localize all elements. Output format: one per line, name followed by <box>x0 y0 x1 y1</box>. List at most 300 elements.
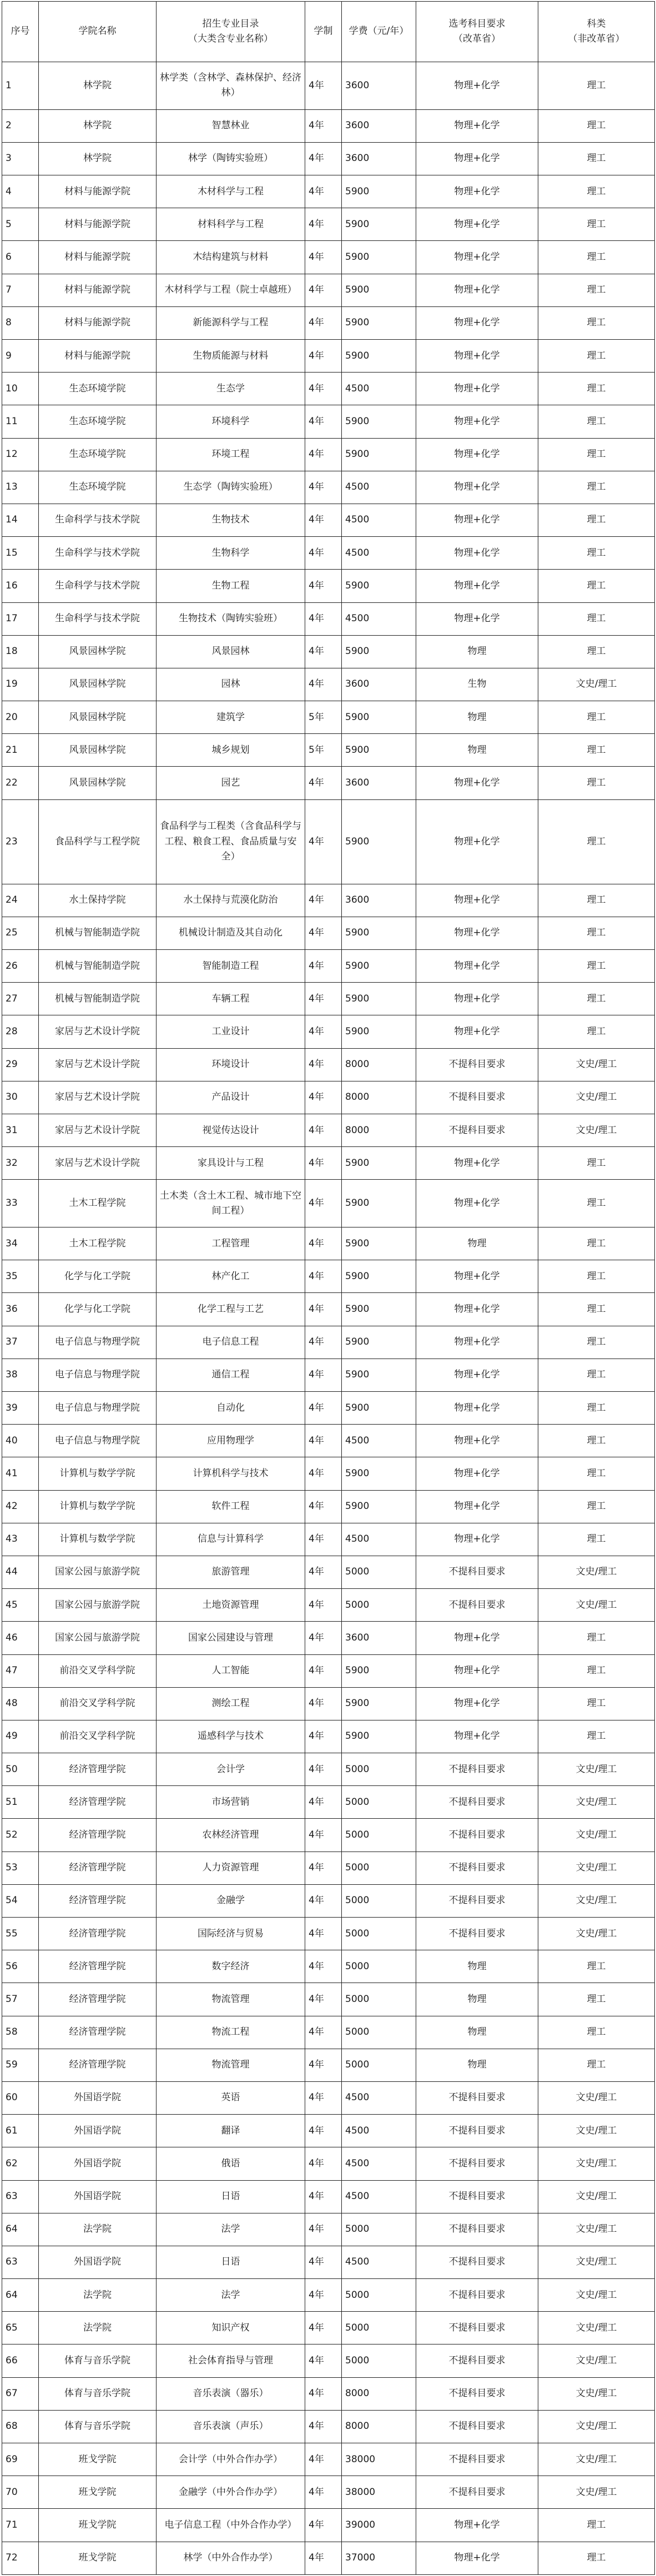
row-duration: 4年 <box>305 2542 342 2574</box>
row-college: 法学院 <box>39 2312 157 2344</box>
row-major: 木材科学与工程（院士卓越班） <box>157 274 305 306</box>
row-no: 58 <box>2 2016 39 2049</box>
row-college: 班戈学院 <box>39 2509 157 2542</box>
row-major: 法学 <box>157 2213 305 2246</box>
row-duration: 4年 <box>305 1392 342 1425</box>
header-subject-line2: （改革省） <box>453 33 501 44</box>
row-no: 69 <box>2 2443 39 2476</box>
row-subject: 物理+化学 <box>416 2509 538 2542</box>
row-college: 经济管理学院 <box>39 2049 157 2081</box>
row-no: 50 <box>2 1753 39 1786</box>
row-duration: 4年 <box>305 1081 342 1114</box>
row-subject: 物理+化学 <box>416 1425 538 1457</box>
row-type: 文史/理工 <box>538 1114 655 1147</box>
table-row <box>2 1523 655 1556</box>
row-college: 前沿交叉学科学院 <box>39 1687 157 1720</box>
row-fee: 5900 <box>342 701 416 734</box>
row-major: 物流管理 <box>157 1983 305 2016</box>
table-row <box>2 2344 655 2377</box>
row-fee: 4500 <box>342 373 416 405</box>
table-row <box>2 635 655 668</box>
row-fee: 4500 <box>342 2115 416 2147</box>
row-type: 文史/理工 <box>538 2344 655 2377</box>
header-type-line2: （非改革省） <box>568 33 625 44</box>
row-college: 班戈学院 <box>39 2476 157 2509</box>
row-major: 林学（陶铸实验班） <box>157 142 305 175</box>
row-type: 理工 <box>538 274 655 306</box>
table-row <box>2 2410 655 2443</box>
row-subject: 物理+化学 <box>416 1260 538 1293</box>
row-type: 文史/理工 <box>538 2312 655 2344</box>
table-row <box>2 373 655 405</box>
row-fee: 5900 <box>342 1687 416 1720</box>
row-no: 65 <box>2 2312 39 2344</box>
row-subject: 不提科目要求 <box>416 2180 538 2213</box>
table-row <box>2 1950 655 1983</box>
row-subject: 物理+化学 <box>416 884 538 917</box>
row-major: 家具设计与工程 <box>157 1147 305 1180</box>
table-row <box>2 1048 655 1081</box>
table-row <box>2 1884 655 1917</box>
table-row <box>2 2213 655 2246</box>
row-college: 外国语学院 <box>39 2246 157 2278</box>
row-college: 计算机与数学学院 <box>39 1490 157 1523</box>
row-major: 生物科学 <box>157 537 305 570</box>
row-college: 经济管理学院 <box>39 1918 157 1950</box>
row-fee: 4500 <box>342 504 416 536</box>
row-fee: 37000 <box>342 2542 416 2574</box>
row-college: 生命科学与技术学院 <box>39 570 157 602</box>
row-college: 家居与艺术设计学院 <box>39 1048 157 1081</box>
row-major: 工业设计 <box>157 1015 305 1048</box>
table-row <box>2 2180 655 2213</box>
row-type: 文史/理工 <box>538 1589 655 1622</box>
row-type: 文史/理工 <box>538 1918 655 1950</box>
row-fee: 5000 <box>342 1918 416 1950</box>
header-major <box>157 2 305 62</box>
row-college: 材料与能源学院 <box>39 175 157 208</box>
row-duration: 4年 <box>305 2016 342 2049</box>
row-subject: 不提科目要求 <box>416 2246 538 2278</box>
row-type: 文史/理工 <box>538 2213 655 2246</box>
row-subject: 物理 <box>416 635 538 668</box>
row-subject: 物理+化学 <box>416 1015 538 1048</box>
row-major: 电子信息工程 <box>157 1326 305 1359</box>
row-subject: 物理+化学 <box>416 1720 538 1753</box>
row-college: 风景园林学院 <box>39 668 157 701</box>
row-no: 5 <box>2 208 39 241</box>
row-no: 64 <box>2 2279 39 2312</box>
row-type: 文史/理工 <box>538 2410 655 2443</box>
row-major: 音乐表演（器乐） <box>157 2377 305 2410</box>
row-subject: 物理+化学 <box>416 175 538 208</box>
row-no: 21 <box>2 734 39 767</box>
row-type: 理工 <box>538 917 655 949</box>
row-duration: 4年 <box>305 2410 342 2443</box>
row-college: 国家公园与旅游学院 <box>39 1589 157 1622</box>
row-no: 45 <box>2 1589 39 1622</box>
row-no: 67 <box>2 2377 39 2410</box>
header-duration: 学制 <box>305 2 342 62</box>
row-college: 机械与智能制造学院 <box>39 950 157 983</box>
row-subject: 不提科目要求 <box>416 2344 538 2377</box>
row-subject: 物理+化学 <box>416 1490 538 1523</box>
row-duration: 4年 <box>305 537 342 570</box>
row-type: 文史/理工 <box>538 1884 655 1917</box>
table-row <box>2 109 655 142</box>
table-row <box>2 1983 655 2016</box>
row-duration: 4年 <box>305 175 342 208</box>
row-subject: 不提科目要求 <box>416 1884 538 1917</box>
row-no: 15 <box>2 537 39 570</box>
table-row <box>2 1654 655 1687</box>
row-no: 3 <box>2 142 39 175</box>
row-major: 旅游管理 <box>157 1556 305 1588</box>
row-duration: 4年 <box>305 2213 342 2246</box>
row-duration: 4年 <box>305 1015 342 1048</box>
row-major: 生物技术 <box>157 504 305 536</box>
row-college: 前沿交叉学科学院 <box>39 1654 157 1687</box>
row-college: 家居与艺术设计学院 <box>39 1081 157 1114</box>
table-row <box>2 1786 655 1819</box>
row-subject: 不提科目要求 <box>416 1918 538 1950</box>
row-duration: 4年 <box>305 1457 342 1490</box>
row-duration: 5年 <box>305 701 342 734</box>
row-fee: 5900 <box>342 438 416 471</box>
row-subject: 生物 <box>416 668 538 701</box>
row-duration: 4年 <box>305 2377 342 2410</box>
row-no: 68 <box>2 2410 39 2443</box>
row-no: 31 <box>2 1114 39 1147</box>
row-subject: 不提科目要求 <box>416 1081 538 1114</box>
row-duration: 4年 <box>305 2279 342 2312</box>
row-major: 机械设计制造及其自动化 <box>157 917 305 949</box>
header-type <box>538 2 655 62</box>
row-duration: 4年 <box>305 1523 342 1556</box>
row-no: 49 <box>2 1720 39 1753</box>
row-fee: 3600 <box>342 1622 416 1654</box>
row-college: 家居与艺术设计学院 <box>39 1147 157 1180</box>
table-row <box>2 471 655 504</box>
row-fee: 5000 <box>342 2049 416 2081</box>
row-duration: 4年 <box>305 1227 342 1260</box>
row-duration: 4年 <box>305 1983 342 2016</box>
row-fee: 5000 <box>342 2312 416 2344</box>
row-subject: 不提科目要求 <box>416 1786 538 1819</box>
row-no: 55 <box>2 1918 39 1950</box>
table-row <box>2 1359 655 1391</box>
row-no: 44 <box>2 1556 39 1588</box>
row-major: 音乐表演（声乐） <box>157 2410 305 2443</box>
table-row <box>2 1556 655 1588</box>
table-row <box>2 1753 655 1786</box>
table-row <box>2 208 655 241</box>
row-subject: 物理+化学 <box>416 1147 538 1180</box>
row-college: 外国语学院 <box>39 2180 157 2213</box>
table-row <box>2 1326 655 1359</box>
header-no: 序号 <box>2 2 39 62</box>
row-fee: 38000 <box>342 2476 416 2509</box>
row-type: 文史/理工 <box>538 2115 655 2147</box>
row-type: 理工 <box>538 635 655 668</box>
row-no: 24 <box>2 884 39 917</box>
row-type: 理工 <box>538 1654 655 1687</box>
row-subject: 不提科目要求 <box>416 2279 538 2312</box>
table-row <box>2 340 655 373</box>
row-type: 理工 <box>538 950 655 983</box>
row-fee: 5000 <box>342 1884 416 1917</box>
row-major: 产品设计 <box>157 1081 305 1114</box>
row-college: 电子信息与物理学院 <box>39 1425 157 1457</box>
row-major: 智能制造工程 <box>157 950 305 983</box>
row-no: 22 <box>2 767 39 799</box>
row-major: 计算机科学与技术 <box>157 1457 305 1490</box>
row-duration: 4年 <box>305 2344 342 2377</box>
row-type: 理工 <box>538 734 655 767</box>
row-duration: 4年 <box>305 1180 342 1227</box>
row-type: 文史/理工 <box>538 2180 655 2213</box>
row-subject: 不提科目要求 <box>416 1048 538 1081</box>
row-fee: 5900 <box>342 208 416 241</box>
row-major: 环境设计 <box>157 1048 305 1081</box>
row-no: 60 <box>2 2081 39 2114</box>
row-college: 经济管理学院 <box>39 2016 157 2049</box>
row-no: 34 <box>2 1227 39 1260</box>
row-major: 生物技术（陶铸实验班） <box>157 602 305 635</box>
row-college: 经济管理学院 <box>39 1983 157 2016</box>
row-fee: 8000 <box>342 2377 416 2410</box>
row-college: 机械与智能制造学院 <box>39 917 157 949</box>
row-subject: 物理+化学 <box>416 340 538 373</box>
row-type: 文史/理工 <box>538 1048 655 1081</box>
row-fee: 5000 <box>342 1589 416 1622</box>
row-major: 物流工程 <box>157 2016 305 2049</box>
row-subject: 物理+化学 <box>416 950 538 983</box>
row-college: 林学院 <box>39 142 157 175</box>
row-no: 13 <box>2 471 39 504</box>
table-row <box>2 983 655 1015</box>
row-duration: 4年 <box>305 1114 342 1147</box>
row-subject: 物理+化学 <box>416 1687 538 1720</box>
row-major: 材料科学与工程 <box>157 208 305 241</box>
row-no: 26 <box>2 950 39 983</box>
row-college: 林学院 <box>39 109 157 142</box>
row-college: 体育与音乐学院 <box>39 2377 157 2410</box>
row-fee: 5900 <box>342 1326 416 1359</box>
row-no: 51 <box>2 1786 39 1819</box>
row-duration: 4年 <box>305 109 342 142</box>
table-body <box>2 62 655 2575</box>
row-fee: 4500 <box>342 471 416 504</box>
row-type: 理工 <box>538 1392 655 1425</box>
row-college: 生态环境学院 <box>39 405 157 438</box>
row-college: 风景园林学院 <box>39 701 157 734</box>
table-row <box>2 1819 655 1852</box>
row-subject: 不提科目要求 <box>416 2081 538 2114</box>
row-fee: 8000 <box>342 1081 416 1114</box>
row-major: 土木类（含土木工程、城市地下空间工程） <box>157 1180 305 1227</box>
table-row <box>2 537 655 570</box>
row-no: 59 <box>2 2049 39 2081</box>
row-duration: 4年 <box>305 1753 342 1786</box>
row-type: 理工 <box>538 306 655 339</box>
row-fee: 5900 <box>342 1293 416 1326</box>
row-type: 理工 <box>538 504 655 536</box>
row-type: 文史/理工 <box>538 2081 655 2114</box>
row-major: 国家公园建设与管理 <box>157 1622 305 1654</box>
row-college: 体育与音乐学院 <box>39 2410 157 2443</box>
row-college: 生态环境学院 <box>39 438 157 471</box>
row-duration: 4年 <box>305 142 342 175</box>
row-duration: 4年 <box>305 1918 342 1950</box>
row-subject: 物理+化学 <box>416 1326 538 1359</box>
row-type: 理工 <box>538 175 655 208</box>
row-subject: 物理 <box>416 701 538 734</box>
row-duration: 4年 <box>305 2509 342 2542</box>
row-subject: 物理+化学 <box>416 241 538 274</box>
row-subject: 物理+化学 <box>416 109 538 142</box>
row-no: 27 <box>2 983 39 1015</box>
table-row <box>2 2279 655 2312</box>
row-major: 水土保持与荒漠化防治 <box>157 884 305 917</box>
row-subject: 物理+化学 <box>416 1392 538 1425</box>
row-major: 生态学 <box>157 373 305 405</box>
row-fee: 5900 <box>342 1457 416 1490</box>
row-no: 17 <box>2 602 39 635</box>
row-college: 水土保持学院 <box>39 884 157 917</box>
row-college: 经济管理学院 <box>39 1884 157 1917</box>
row-no: 40 <box>2 1425 39 1457</box>
row-type: 理工 <box>538 701 655 734</box>
row-type: 文史/理工 <box>538 1556 655 1588</box>
row-fee: 5900 <box>342 1180 416 1227</box>
row-fee: 5900 <box>342 734 416 767</box>
row-duration: 4年 <box>305 274 342 306</box>
table-row <box>2 2081 655 2114</box>
row-college: 法学院 <box>39 2279 157 2312</box>
row-no: 30 <box>2 1081 39 1114</box>
row-no: 64 <box>2 2213 39 2246</box>
row-college: 电子信息与物理学院 <box>39 1392 157 1425</box>
row-duration: 4年 <box>305 1819 342 1852</box>
row-college: 生态环境学院 <box>39 471 157 504</box>
row-major: 市场营销 <box>157 1786 305 1819</box>
row-type: 文史/理工 <box>538 1819 655 1852</box>
row-major: 生物工程 <box>157 570 305 602</box>
row-fee: 4500 <box>342 602 416 635</box>
row-type: 理工 <box>538 1425 655 1457</box>
row-type: 文史/理工 <box>538 2147 655 2180</box>
row-major: 林学类（含林学、森林保护、经济林） <box>157 62 305 110</box>
row-college: 经济管理学院 <box>39 1852 157 1884</box>
row-major: 法学 <box>157 2279 305 2312</box>
row-no: 11 <box>2 405 39 438</box>
row-major: 新能源科学与工程 <box>157 306 305 339</box>
row-college: 生命科学与技术学院 <box>39 504 157 536</box>
table-row <box>2 1425 655 1457</box>
table-row <box>2 701 655 734</box>
header-row <box>2 2 655 62</box>
table-row <box>2 668 655 701</box>
row-fee: 3600 <box>342 142 416 175</box>
row-major: 社会体育指导与管理 <box>157 2344 305 2377</box>
row-college: 材料与能源学院 <box>39 241 157 274</box>
row-subject: 不提科目要求 <box>416 2115 538 2147</box>
table-row <box>2 1293 655 1326</box>
row-no: 53 <box>2 1852 39 1884</box>
row-no: 20 <box>2 701 39 734</box>
table-row <box>2 438 655 471</box>
table-row <box>2 274 655 306</box>
row-fee: 5000 <box>342 1753 416 1786</box>
row-college: 风景园林学院 <box>39 635 157 668</box>
row-no: 38 <box>2 1359 39 1391</box>
row-fee: 4500 <box>342 1523 416 1556</box>
row-fee: 4500 <box>342 2081 416 2114</box>
row-subject: 不提科目要求 <box>416 2476 538 2509</box>
table-row <box>2 504 655 536</box>
row-no: 72 <box>2 2542 39 2574</box>
table-row <box>2 241 655 274</box>
row-no: 52 <box>2 1819 39 1852</box>
row-fee: 5000 <box>342 2016 416 2049</box>
row-duration: 4年 <box>305 2443 342 2476</box>
row-subject: 物理+化学 <box>416 537 538 570</box>
row-type: 理工 <box>538 405 655 438</box>
row-type: 理工 <box>538 1293 655 1326</box>
row-major: 数字经济 <box>157 1950 305 1983</box>
row-college: 生命科学与技术学院 <box>39 602 157 635</box>
row-major: 工程管理 <box>157 1227 305 1260</box>
row-college: 材料与能源学院 <box>39 340 157 373</box>
row-subject: 物理+化学 <box>416 274 538 306</box>
row-duration: 4年 <box>305 504 342 536</box>
row-subject: 物理+化学 <box>416 1293 538 1326</box>
row-fee: 3600 <box>342 767 416 799</box>
row-no: 28 <box>2 1015 39 1048</box>
row-no: 43 <box>2 1523 39 1556</box>
row-college: 计算机与数学学院 <box>39 1457 157 1490</box>
row-subject: 物理+化学 <box>416 405 538 438</box>
row-no: 48 <box>2 1687 39 1720</box>
row-no: 71 <box>2 2509 39 2542</box>
row-fee: 8000 <box>342 1048 416 1081</box>
table-row <box>2 2016 655 2049</box>
row-major: 环境工程 <box>157 438 305 471</box>
row-major: 化学工程与工艺 <box>157 1293 305 1326</box>
row-major: 林学（中外合作办学） <box>157 2542 305 2574</box>
row-major: 会计学 <box>157 1753 305 1786</box>
row-duration: 4年 <box>305 471 342 504</box>
table-row <box>2 175 655 208</box>
row-fee: 5900 <box>342 950 416 983</box>
row-duration: 4年 <box>305 1589 342 1622</box>
row-duration: 4年 <box>305 884 342 917</box>
row-type: 理工 <box>538 1015 655 1048</box>
row-fee: 4500 <box>342 1425 416 1457</box>
row-college: 班戈学院 <box>39 2542 157 2574</box>
row-major: 应用物理学 <box>157 1425 305 1457</box>
row-type: 理工 <box>538 1180 655 1227</box>
row-major: 园林 <box>157 668 305 701</box>
row-major: 城乡规划 <box>157 734 305 767</box>
row-no: 23 <box>2 799 39 884</box>
row-duration: 4年 <box>305 2081 342 2114</box>
row-type: 文史/理工 <box>538 1786 655 1819</box>
row-major: 智慧林业 <box>157 109 305 142</box>
table-row <box>2 2115 655 2147</box>
row-subject: 物理+化学 <box>416 799 538 884</box>
